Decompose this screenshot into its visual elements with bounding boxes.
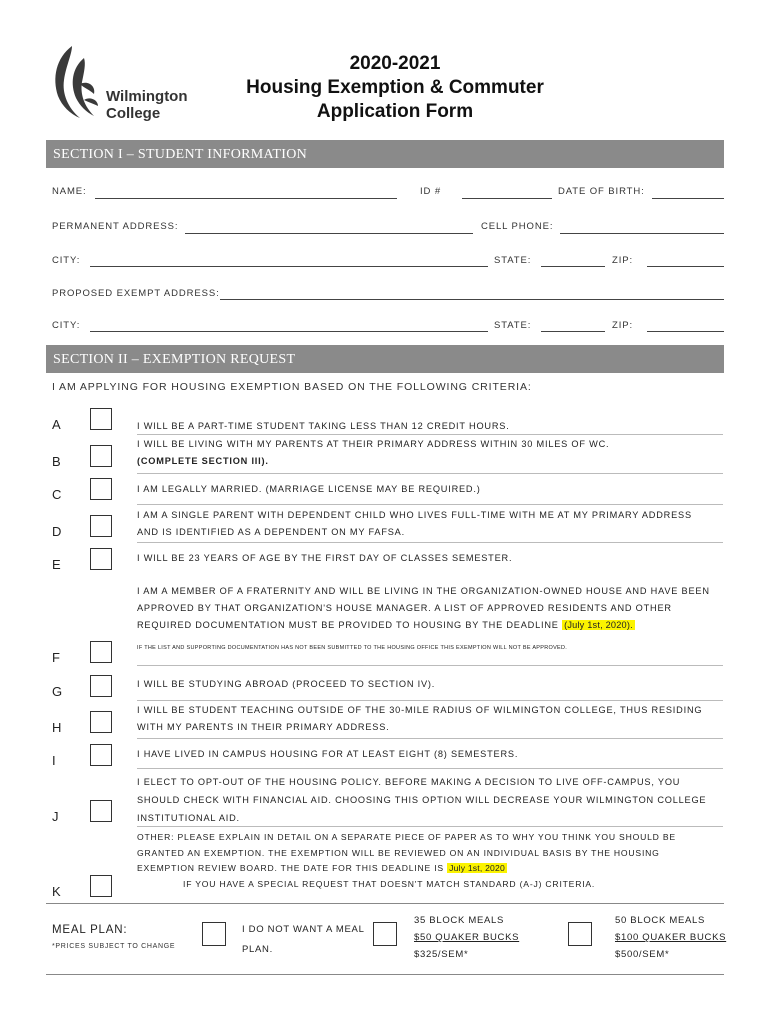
name-label: NAME: xyxy=(52,186,87,197)
criterion-a-checkbox[interactable] xyxy=(90,408,112,430)
criterion-j-line2: SHOULD CHECK WITH FINANCIAL AID. CHOOSING THIS OPTION WILL DECREASE YOUR WILMINGTON COLLEGE xyxy=(137,795,707,805)
criterion-j-letter: J xyxy=(52,809,59,824)
criterion-f-letter: F xyxy=(52,650,60,665)
meal-option-50-checkbox[interactable] xyxy=(568,922,592,946)
city2-field[interactable] xyxy=(90,331,488,332)
criterion-f-note: IF THE LIST AND SUPPORTING DOCUMENTATION HAS NOT BEEN SUBMITTED TO THE HOUSING OFFICE THIS EXEMPTION WILL NOT BE APPROVED. xyxy=(137,645,568,651)
criterion-a-letter: A xyxy=(52,417,61,432)
meal-option-35-line1: 35 BLOCK MEALS xyxy=(414,915,505,926)
zip-field[interactable] xyxy=(647,266,724,267)
meal-option-35-checkbox[interactable] xyxy=(373,922,397,946)
dob-field[interactable] xyxy=(652,198,724,199)
criterion-k-deadline: July 1st, 2020 xyxy=(449,863,505,873)
divider xyxy=(46,974,724,975)
divider xyxy=(137,665,723,666)
title-year: 2020-2021 xyxy=(349,53,441,74)
divider xyxy=(137,504,723,505)
logo-line1: Wilmington xyxy=(106,88,188,105)
meal-option-50-line2: $100 QUAKER BUCKS xyxy=(615,932,727,943)
cell-phone-field[interactable] xyxy=(560,233,724,234)
criterion-j-checkbox[interactable] xyxy=(90,800,112,822)
criterion-e-checkbox[interactable] xyxy=(90,548,112,570)
criterion-f-text xyxy=(137,583,710,634)
criterion-d-text xyxy=(137,507,692,541)
criterion-k-checkbox[interactable] xyxy=(90,875,112,897)
id-field[interactable] xyxy=(462,198,552,199)
criterion-g-letter: G xyxy=(52,684,63,699)
criterion-b-letter: B xyxy=(52,454,61,469)
dob-label: DATE OF BIRTH: xyxy=(558,186,645,197)
state-field[interactable] xyxy=(541,266,605,267)
divider xyxy=(46,903,724,904)
title-line3: Application Form xyxy=(316,101,474,122)
criteria-intro: I AM APPLYING FOR HOUSING EXEMPTION BASED ON THE FOLLOWING CRITERIA: xyxy=(52,381,532,393)
cell-phone-label: CELL PHONE: xyxy=(481,221,554,232)
criterion-i-letter: I xyxy=(52,753,56,768)
criterion-e-text: I WILL BE 23 YEARS OF AGE BY THE FIRST DAY OF CLASSES SEMESTER. xyxy=(137,553,513,563)
divider xyxy=(137,738,723,739)
criterion-b-checkbox[interactable] xyxy=(90,445,112,467)
criterion-k-line4: IF YOU HAVE A SPECIAL REQUEST THAT DOESN'T MATCH STANDARD (A-J) CRITERIA. xyxy=(183,878,596,889)
criterion-k-text xyxy=(137,830,676,892)
criterion-b-line1: I WILL BE LIVING WITH MY PARENTS AT THEIR PRIMARY ADDRESS WITHIN 30 MILES OF WC. xyxy=(137,439,610,449)
criterion-j-line1: I ELECT TO OPT-OUT OF THE HOUSING POLICY. BEFORE MAKING A DECISION TO LIVE OFF-CAMPUS, YOU xyxy=(137,777,681,787)
criterion-f-deadline: (July 1st, 2020). xyxy=(564,620,633,630)
meal-plan-label: MEAL PLAN: xyxy=(52,924,128,936)
form-title xyxy=(200,52,590,124)
criterion-h-line1: I WILL BE STUDENT TEACHING OUTSIDE OF THE 30-MILE RADIUS OF WILMINGTON COLLEGE, THUS RESIDING xyxy=(137,705,703,715)
city-field[interactable] xyxy=(90,266,488,267)
criterion-g-checkbox[interactable] xyxy=(90,675,112,697)
criterion-d-letter: D xyxy=(52,524,62,539)
criterion-f-checkbox[interactable] xyxy=(90,641,112,663)
meal-option-none xyxy=(242,920,365,960)
criterion-e-letter: E xyxy=(52,557,61,572)
state-label: STATE: xyxy=(494,255,532,266)
criterion-d-line1: I AM A SINGLE PARENT WITH DEPENDENT CHILD WHO LIVES FULL-TIME WITH ME AT MY PRIMARY ADDRESS xyxy=(137,510,692,520)
divider xyxy=(137,768,723,769)
criterion-a-text: I WILL BE A PART-TIME STUDENT TAKING LESS THAN 12 CREDIT HOURS. xyxy=(137,421,510,431)
permanent-address-field[interactable] xyxy=(185,233,473,234)
meal-option-50-line3: $500/SEM* xyxy=(615,949,670,960)
meal-option-50-line1: 50 BLOCK MEALS xyxy=(615,915,706,926)
criterion-h-letter: H xyxy=(52,720,62,735)
meal-option-35-line2: $50 QUAKER BUCKS xyxy=(414,932,520,943)
meal-option-50 xyxy=(615,912,726,963)
divider xyxy=(137,826,723,827)
criterion-b-line2: (COMPLETE SECTION III). xyxy=(137,456,269,466)
criterion-f-line3-text: REQUIRED DOCUMENTATION MUST BE PROVIDED TO HOUSING BY THE DEADLINE xyxy=(137,620,559,630)
criterion-h-line2: WITH MY PARENTS IN THEIR PRIMARY ADDRESS. xyxy=(137,722,390,732)
logo-line2: College xyxy=(106,105,161,122)
criterion-f-line1: I AM A MEMBER OF A FRATERNITY AND WILL BE LIVING IN THE ORGANIZATION-OWNED HOUSE AND HAVE BEEN xyxy=(137,586,710,596)
meal-option-35 xyxy=(414,912,519,963)
zip2-field[interactable] xyxy=(647,331,724,332)
criterion-c-checkbox[interactable] xyxy=(90,478,112,500)
criterion-c-text: I AM LEGALLY MARRIED. (MARRIAGE LICENSE MAY BE REQUIRED.) xyxy=(137,484,481,494)
criterion-k-line3 xyxy=(137,861,676,877)
zip-label: ZIP: xyxy=(612,255,634,266)
section-2-header: SECTION II – EXEMPTION REQUEST xyxy=(46,345,724,373)
title-line2: Housing Exemption & Commuter xyxy=(246,77,544,98)
criterion-i-checkbox[interactable] xyxy=(90,744,112,766)
criterion-j-line3: INSTITUTIONAL AID. xyxy=(137,813,240,823)
permanent-address-label: PERMANENT ADDRESS: xyxy=(52,221,179,232)
criterion-c-letter: C xyxy=(52,487,62,502)
criterion-g-text: I WILL BE STUDYING ABROAD (PROCEED TO SECTION IV). xyxy=(137,679,436,689)
divider xyxy=(137,700,723,701)
criterion-k-letter: K xyxy=(52,884,61,899)
criterion-d-line2: AND IS IDENTIFIED AS A DEPENDENT ON MY FAFSA. xyxy=(137,527,405,537)
divider xyxy=(137,473,723,474)
state2-label: STATE: xyxy=(494,320,532,331)
criterion-k-line1: OTHER: PLEASE EXPLAIN IN DETAIL ON A SEPARATE PIECE OF PAPER AS TO WHY YOU THINK YOU SHOULD BE xyxy=(137,832,676,842)
criterion-i-text: I HAVE LIVED IN CAMPUS HOUSING FOR AT LEAST EIGHT (8) SEMESTERS. xyxy=(137,749,519,759)
proposed-address-label: PROPOSED EXEMPT ADDRESS: xyxy=(52,288,220,299)
wilmington-flame-logo-icon xyxy=(50,44,102,120)
meal-option-none-line2: PLAN. xyxy=(242,944,273,955)
logo-wordmark xyxy=(106,88,188,122)
meal-option-35-line3: $325/SEM* xyxy=(414,949,469,960)
city2-label: CITY: xyxy=(52,320,81,331)
zip2-label: ZIP: xyxy=(612,320,634,331)
divider xyxy=(137,434,723,435)
proposed-address-field[interactable] xyxy=(220,299,724,300)
criterion-h-checkbox[interactable] xyxy=(90,711,112,733)
criterion-f-line3 xyxy=(137,617,710,634)
meal-option-none-line1: I DO NOT WANT A MEAL xyxy=(242,924,365,935)
criterion-k-line2: GRANTED AN EXEMPTION. THE EXEMPTION WILL BE REVIEWED ON AN INDIVIDUAL BASIS BY THE HOUSING xyxy=(137,847,660,858)
id-label: ID # xyxy=(420,186,442,197)
criterion-k-line3-text: EXEMPTION REVIEW BOARD. THE DATE FOR THIS DEADLINE IS xyxy=(137,863,444,873)
criterion-j-text xyxy=(137,773,706,827)
name-field[interactable] xyxy=(95,198,397,199)
city-label: CITY: xyxy=(52,255,81,266)
state2-field[interactable] xyxy=(541,331,605,332)
criterion-b-text xyxy=(137,436,609,470)
meal-option-none-checkbox[interactable] xyxy=(202,922,226,946)
criterion-f-line2: APPROVED BY THAT ORGANIZATION'S HOUSE MANAGER. A LIST OF APPROVED RESIDENTS AND OTHER xyxy=(137,603,672,613)
meal-plan-note: *PRICES SUBJECT TO CHANGE xyxy=(52,943,176,950)
divider xyxy=(137,542,723,543)
section-1-header: SECTION I – STUDENT INFORMATION xyxy=(46,140,724,168)
criterion-h-text xyxy=(137,702,702,736)
criterion-d-checkbox[interactable] xyxy=(90,515,112,537)
